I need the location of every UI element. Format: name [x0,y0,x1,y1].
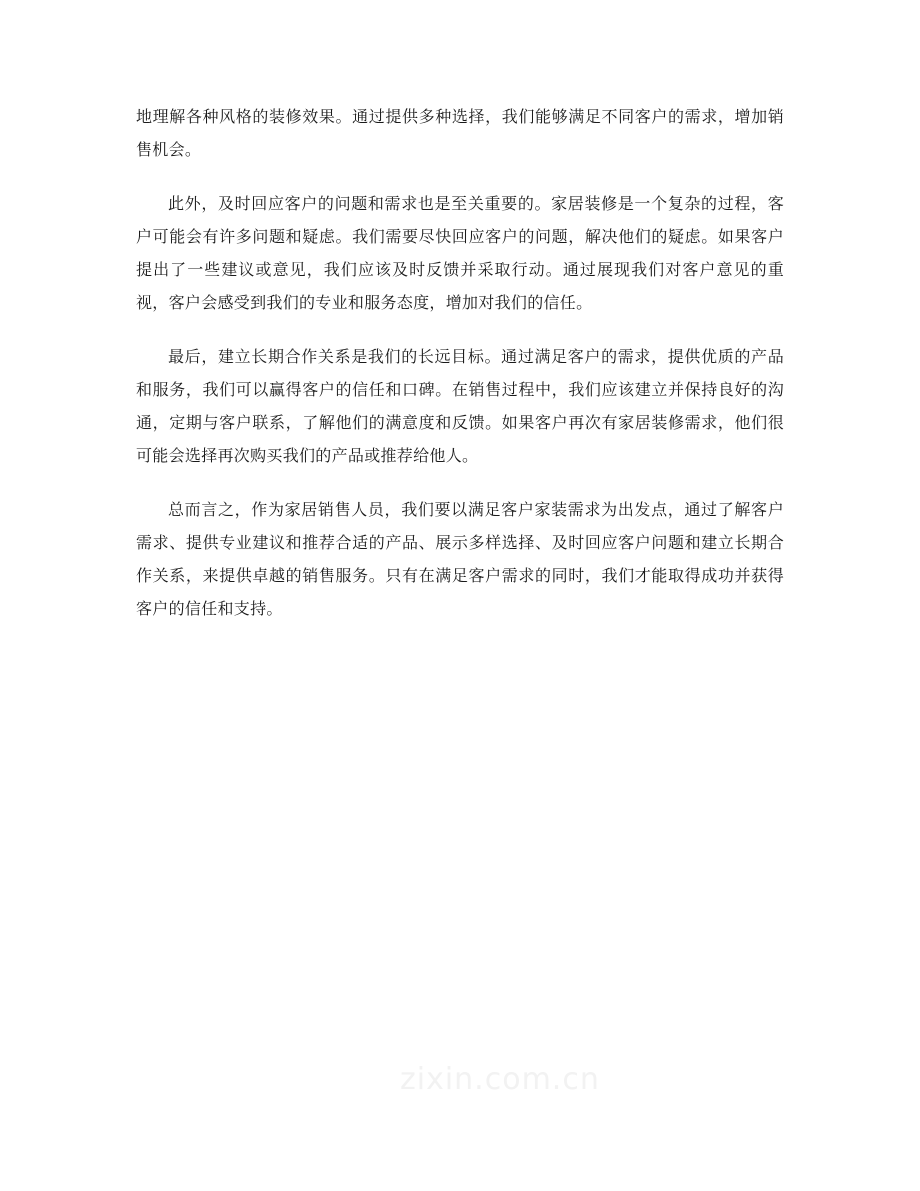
paragraph-3: 最后，建立长期合作关系是我们的长远目标。通过满足客户的需求，提供优质的产品和服务，我们可以赢得客户的信任和口碑。在销售过程中，我们应该建立并保持良好的沟通，定期与客户联系，了解他们的满意度和反馈。如果客户再次有家居装修需求，他们很可能会选择再次购买我们的产品或推荐给他人。 [136,347,784,465]
document-body [136,100,784,646]
watermark: zixin.com.cn [400,1062,600,1097]
paragraph-1: 地理解各种风格的装修效果。通过提供多种选择，我们能够满足不同客户的需求，增加销售机会。 [136,107,784,159]
paragraph-4: 总而言之，作为家居销售人员，我们要以满足客户家装需求为出发点，通过了解客户需求、提供专业建议和推荐合适的产品、展示多样选择、及时回应客户问题和建立长期合作关系，来提供卓越的销售服务。只有在满足客户需求的同时，我们才能取得成功并获得客户的信任和支持。 [136,500,784,618]
paragraph-2: 此外，及时回应客户的问题和需求也是至关重要的。家居装修是一个复杂的过程，客户可能会有许多问题和疑虑。我们需要尽快回应客户的问题，解决他们的疑虑。如果客户提出了一些建议或意见，我们应该及时反馈并采取行动。通过展现我们对客户意见的重视，客户会感受到我们的专业和服务态度，增加对我们的信任。 [136,194,784,312]
